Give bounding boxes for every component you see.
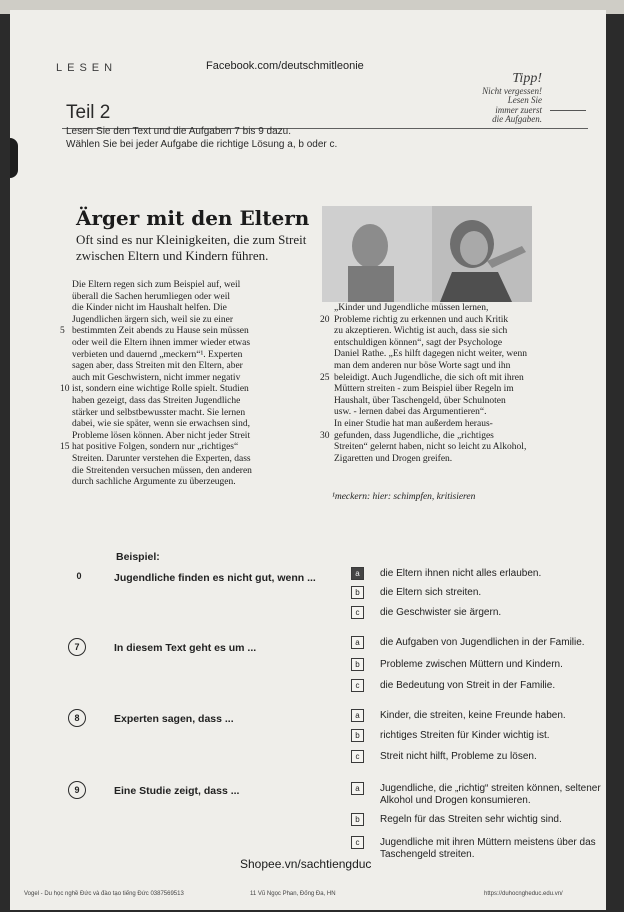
article-line-text: überall die Sachen herumliegen oder weil: [72, 291, 231, 302]
task-question: In diesem Text geht es um ...: [114, 642, 257, 654]
article-line-text: Streiten“ gelernt haben, nicht so leicht zu Alkohol,: [334, 442, 527, 453]
task-number: 0: [76, 571, 82, 581]
article-title: Ärger mit den Eltern: [76, 206, 310, 230]
article-column-right: [320, 303, 596, 465]
answer-checkbox-a[interactable]: a: [351, 709, 364, 722]
answer-checkbox-b[interactable]: b: [351, 586, 364, 599]
footer-url: https://duhocngheduc.edu.vn/: [484, 891, 563, 897]
section-label: LESEN: [56, 62, 118, 74]
article-column-left: [60, 280, 316, 489]
tip-line: Lesen Sie: [507, 95, 542, 106]
article-line: [72, 280, 316, 292]
task-question: Experten sagen, dass ...: [114, 713, 234, 725]
answer-option-text: Regeln für das Streiten sehr wichtig sind.: [380, 814, 562, 825]
article-line: [72, 408, 316, 420]
article-line: [320, 407, 596, 419]
article-line: [320, 315, 596, 327]
answer-checkbox-c[interactable]: c: [351, 679, 364, 692]
article-line: [320, 326, 596, 338]
article-line-text: Haushalt, über Taschengeld, über Schulnoten: [334, 395, 506, 406]
answer-checkbox-b[interactable]: b: [351, 813, 364, 826]
task-number: 7: [68, 638, 86, 656]
task-question: Jugendliche finden es nicht gut, wenn ...: [114, 572, 316, 584]
answer-checkbox-b[interactable]: b: [351, 658, 364, 671]
article-line-text: oder weil die Eltern ihnen immer wieder etwas: [72, 337, 251, 348]
answer-option-text: die Eltern sich streiten.: [380, 587, 482, 598]
answer-option-text: Streit nicht hilft, Probleme zu lösen.: [380, 751, 537, 762]
article-line-text: dabei, wie sie später, wenn sie erwachsen sind,: [72, 419, 250, 430]
tip-line: die Aufgaben.: [492, 114, 542, 124]
answer-option-text: richtiges Streiten für Kinder wichtig ist.: [380, 730, 550, 741]
article-line-text: Daniel Rathe. „Es hilft dagegen nicht weiter, wenn: [334, 349, 527, 360]
part-heading: Teil 2: [66, 102, 111, 123]
answer-option-text: die Geschwister sie ärgern.: [380, 607, 502, 618]
article-line-text: auch mit Geschwistern, nicht immer negativ: [72, 372, 241, 383]
instruction-line-1: Lesen Sie den Text und die Aufgaben 7 bis 9 dazu.: [66, 126, 291, 137]
line-number: 10: [60, 384, 70, 395]
article-line-text: bestimmten Zeit abends zu Hause sein müssen: [72, 326, 249, 337]
article-subtitle: Oft sind es nur Kleinigkeiten, die zum Streit zwischen Eltern und Kindern führen.: [76, 232, 307, 263]
article-line-text: Zigaretten und Drogen greifen.: [334, 453, 453, 464]
article-line: [72, 431, 316, 443]
article-line: [320, 373, 596, 385]
article-line: [72, 466, 316, 478]
article-line-text: durch sachliche Argumente zu überzeugen.: [72, 477, 236, 488]
facebook-link: Facebook.com/deutschmitleonie: [206, 60, 364, 72]
article-line: [320, 442, 596, 454]
article-line-text: Probleme richtig zu erkennen und auch Kritik: [334, 314, 509, 325]
answer-checkbox-a[interactable]: a: [351, 782, 364, 795]
photo-illustration: [322, 206, 532, 302]
article-line: [320, 349, 596, 361]
answer-checkbox-a[interactable]: a: [351, 636, 364, 649]
task-number: 9: [68, 781, 86, 799]
article-line: [72, 303, 316, 315]
tip-title: Tipp!: [512, 71, 542, 86]
footnote: ¹meckern: hier: schimpfen, kritisieren: [332, 492, 476, 502]
article-line: [72, 361, 316, 373]
article-line: [72, 477, 316, 489]
article-line-text: sagen aber, dass Streiten mit den Eltern, aber: [72, 361, 243, 372]
article-line: [320, 384, 596, 396]
example-label: Beispiel:: [116, 551, 160, 563]
article-line-text: entschuldigen können“, sagt der Psychologe: [334, 337, 503, 348]
instruction-line-2: Wählen Sie bei jeder Aufgabe die richtige Lösung a, b oder c.: [66, 139, 338, 150]
article-line: [72, 315, 316, 327]
article-line: [72, 419, 316, 431]
task-question: Eine Studie zeigt, dass ...: [114, 785, 240, 797]
line-number: 5: [60, 326, 65, 337]
article-line: [320, 303, 596, 315]
answer-option-text: die Aufgaben von Jugendlichen in der Familie.: [380, 637, 585, 648]
article-line: [320, 338, 596, 350]
article-line-text: usw. - lernen dabei das Argumentieren“.: [334, 407, 487, 418]
answer-checkbox-b[interactable]: b: [351, 729, 364, 742]
article-line: [320, 361, 596, 373]
answer-option-text: Probleme zwischen Müttern und Kindern.: [380, 659, 563, 670]
article-line: [72, 373, 316, 385]
article-line-text: Jugendlichen ärgern sich, weil sie zu einer: [72, 314, 234, 325]
footer-left: Vogel - Du học nghề Đức và đào tạo tiếng Đức 0387569513: [24, 891, 184, 897]
article-line-text: hat positive Folgen, sondern nur „richtiges“: [72, 442, 239, 453]
article-line: [72, 350, 316, 362]
tip-line: Nicht vergessen!: [482, 85, 542, 96]
answer-checkbox-c[interactable]: c: [351, 750, 364, 763]
article-photo: [322, 206, 532, 302]
article-line: [320, 396, 596, 408]
answer-option-text: Jugendliche mit ihren Müttern meistens über das Taschengeld streiten.: [380, 837, 596, 860]
article-line: [60, 384, 316, 396]
answer-checkbox-c[interactable]: c: [351, 606, 364, 619]
article-line: [72, 454, 316, 466]
article-line-text: ist, sondern eine wichtige Rolle spielt. Studien: [72, 384, 249, 395]
article-line-text: haben gezeigt, dass das Streiten Jugendliche: [72, 395, 241, 406]
article-line: [60, 326, 316, 338]
tip-underline: [550, 110, 586, 111]
article-line-text: man dem anderen nur böse Worte sagt und ihn: [334, 360, 511, 371]
article-line-text: zu akzeptieren. Wichtig ist auch, dass sie sich: [334, 326, 508, 337]
article-line-text: Die Eltern regen sich zum Beispiel auf, weil: [72, 280, 241, 290]
article-line-text: Probleme lösen können. Aber nicht jeder Streit: [72, 430, 251, 441]
article-line-text: verbieten und dauernd „meckern“¹. Experten: [72, 349, 243, 360]
shop-watermark: Shopee.vn/sachtiengduc: [240, 857, 372, 871]
article-line-text: gefunden, dass Jugendliche, die „richtiges: [334, 430, 494, 441]
answer-option-text: die Bedeutung von Streit in der Familie.: [380, 680, 556, 691]
article-line: [320, 419, 596, 431]
line-number: 15: [60, 442, 70, 453]
answer-option-text: die Eltern ihnen nicht alles erlauben.: [380, 568, 542, 579]
article-line-text: beleidigt. Auch Jugendliche, die sich oft mit ihren: [334, 372, 524, 383]
footer-address: 11 Vũ Ngọc Phan, Đống Đa, HN: [250, 891, 336, 897]
answer-option-text: Jugendliche, die „richtig“ streiten können, seltener Alkohol und Drogen konsumieren.: [380, 783, 601, 806]
article-line: [72, 338, 316, 350]
article-line: [72, 292, 316, 304]
line-number: 25: [320, 372, 330, 383]
line-number: 30: [320, 430, 330, 441]
article-line-text: Müttern streiten - zum Beispiel über Regeln im: [334, 384, 514, 395]
article-line-text: die Streitenden versuchen müssen, den anderen: [72, 465, 252, 476]
article-line: [72, 396, 316, 408]
article-line: [320, 454, 596, 466]
article-line: [60, 442, 316, 454]
article-line-text: „Kinder und Jugendliche müssen lernen,: [334, 303, 489, 313]
line-number: 20: [320, 314, 330, 325]
article-line: [320, 431, 596, 443]
article-line-text: stärker und selbstbewusster macht. Sie lernen: [72, 407, 246, 418]
answer-option-text: Kinder, die streiten, keine Freunde haben.: [380, 710, 566, 721]
answer-checkbox-c[interactable]: c: [351, 836, 364, 849]
article-line-text: In einer Studie hat man außerdem heraus-: [334, 418, 493, 429]
article-line-text: Streiten. Darunter verstehen die Experten, dass: [72, 453, 251, 464]
article-line-text: die Kinder nicht im Haushalt helfen. Die: [72, 303, 227, 314]
answer-checkbox-a[interactable]: a: [351, 567, 364, 580]
tip-line: immer zuerst: [495, 104, 542, 115]
task-number: 8: [68, 709, 86, 727]
tip-box: [446, 72, 542, 124]
binder-hole: [10, 138, 18, 178]
workbook-page: [10, 10, 606, 910]
